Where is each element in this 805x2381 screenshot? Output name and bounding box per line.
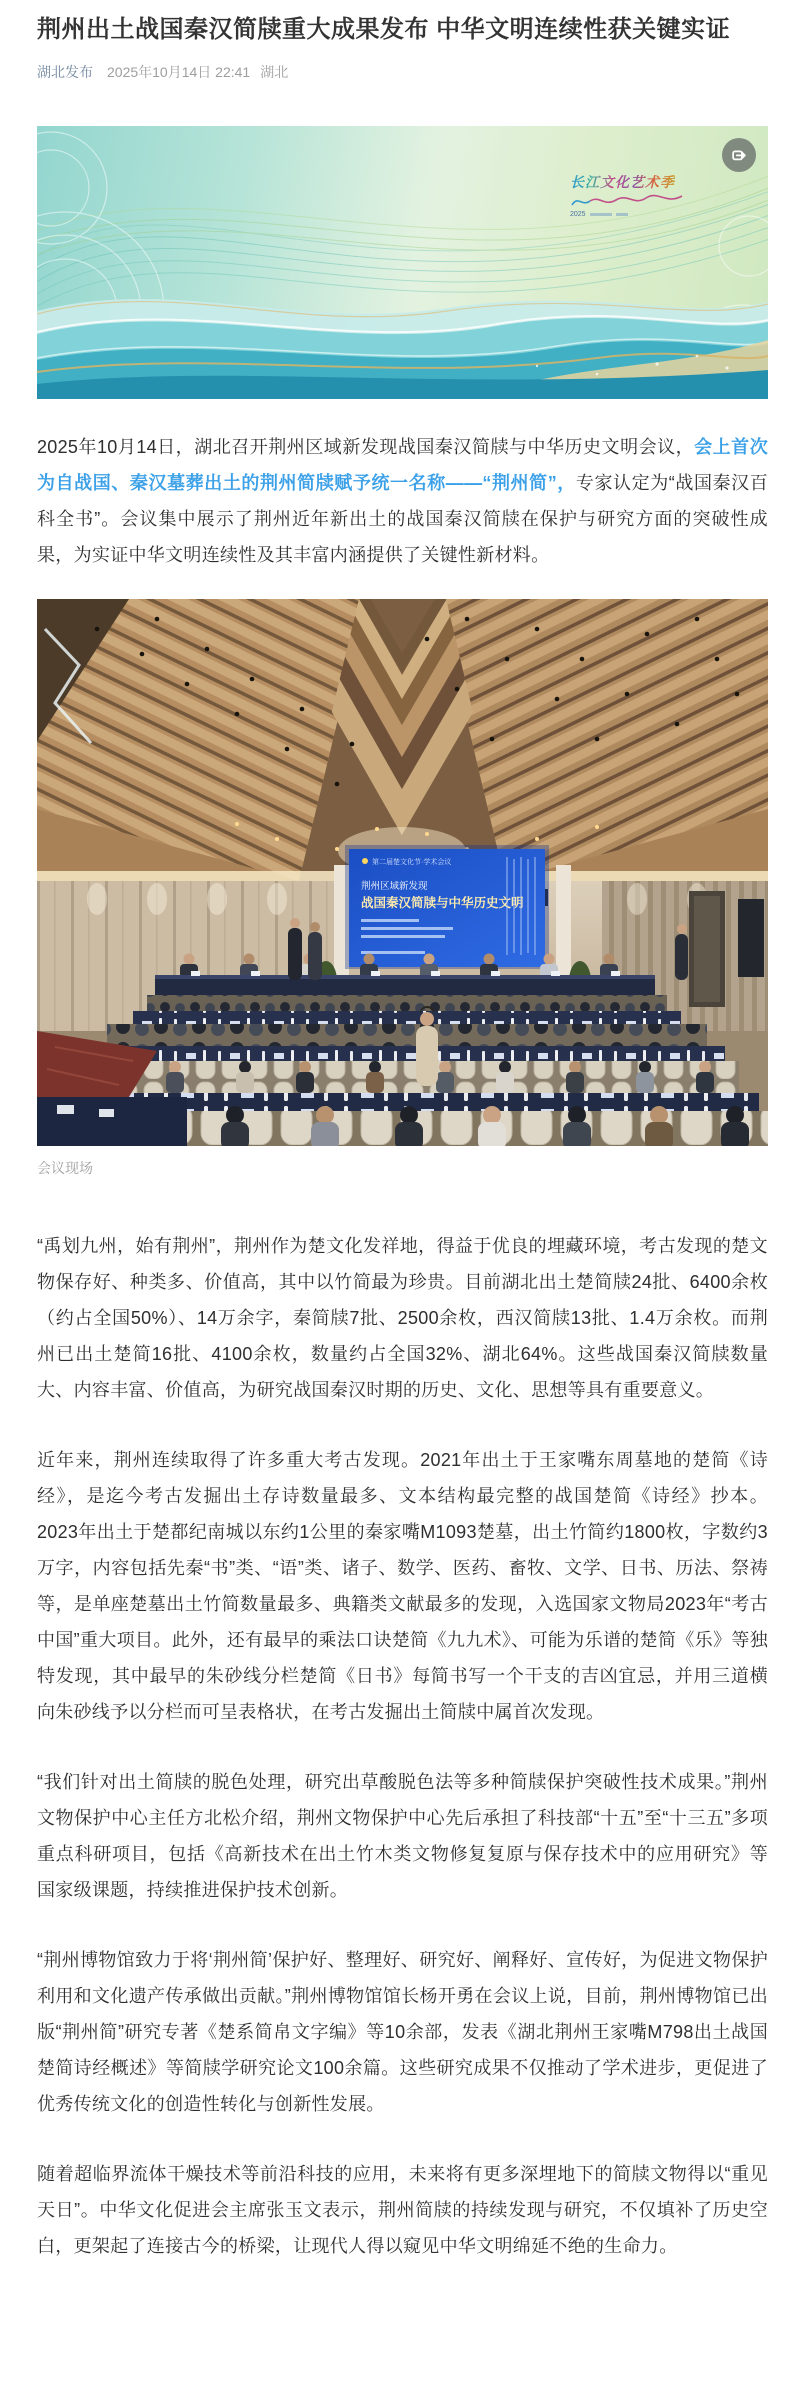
- article-paragraph: 随着超临界流体干燥技术等前沿科技的应用，未来将有更多深埋地下的简牍文物得以“重见天日”。中华文化促进会主席张玉文表示，荆州简牍的持续发现与研究，不仅填补了历史空白，更架起了连接古今的桥梁，让现代人得以窥见中华文明绵延不绝的生命力。: [37, 2164, 768, 2256]
- publish-location: 湖北: [260, 64, 289, 80]
- view-original-image-button[interactable]: [722, 138, 756, 172]
- conference-photo[interactable]: [37, 599, 768, 1146]
- source-link[interactable]: 湖北发布: [37, 64, 93, 80]
- article-paragraph-lead: [37, 429, 768, 573]
- conference-scene-art: [37, 599, 768, 1146]
- wooden-ceiling: [37, 599, 768, 883]
- lead-text-post: 专家认定为“战国秦汉百科全书”。会议集中展示了荆州近年新出土的战国秦汉简牍在保护与研究方面的突破性成果，为实证中华文明连续性及其丰富内涵提供了关键性新材料。: [37, 473, 769, 565]
- article-meta: [37, 62, 768, 82]
- banner-image[interactable]: [37, 126, 768, 399]
- article-paragraph: “禹划九州，始有荆州”，荆州作为楚文化发祥地，得益于优良的埋藏环境，考古发现的楚文物保存好、种类多、价值高，其中以竹简最为珍贵。目前湖北出土楚简牍24批、6400余枚（约占全国50%）、14万余字，秦简牍7批、2500余枚，西汉简牍13批、1.4万余枚。而荆州已出土楚简16批、4100余枚，数量约占全国32%、湖北64%。这些战国秦汉简牍数量大、内容丰富、价值高，为研究战国秦汉时期的历史、文化、思想等具有重要意义。: [37, 1236, 768, 1400]
- page-title: 荆州出土战国秦汉简牍重大成果发布 中华文明连续性获关键实证: [37, 16, 731, 43]
- screen-subtitle-text: 荆州区域新发现: [361, 881, 428, 892]
- photo-caption: 会议现场: [37, 1160, 93, 1176]
- screen-header-text: 第二届楚文化节·学术会议: [372, 859, 452, 866]
- article-paragraph: 近年来，荆州连续取得了许多重大考古发现。2021年出土于王家嘴东周墓地的楚简《诗经》，是迄今考古发掘出土存诗数量最多、文本结构最完整的战国楚简《诗经》抄本。 2023年出土于楚都纪南城以东约1公里的秦家嘴M1093楚墓，出土竹简约1800枚，字数约3万字，内容包括先秦“书”类、“语”类、诸子、数学、医药、畜牧、文学、日书、历法、祭祷等，是单座楚墓出土竹简数量最多、典籍类文献最多的发现，入选国家文物局2023年“考古中国”重大项目。此外，还有最早的乘法口诀楚简《九九术》、可能为乐谱的楚简《乐》等独特发现，其中最早的朱砂线分栏楚简《日书》每简书写一个干支的吉凶宜忌，并用三道横向朱砂线予以分栏而可呈表格状，在考古发掘出土简牍中属首次发现。: [37, 1450, 768, 1722]
- publish-time: 2025年10月14日 22:41: [107, 64, 251, 80]
- lead-text-highlight: 会上首次为自战国、秦汉墓葬出土的荆州简牍赋予统一名称——“荆州简”，: [37, 437, 768, 493]
- article-paragraph: “我们针对出土简牍的脱色处理，研究出草酸脱色法等多种简牍保护突破性技术成果。”荆州文物保护中心主任方北松介绍，荆州文物保护中心先后承担了科技部“十五”至“十三五”多项重点科研项目，包括《高新技术在出土竹木类文物修复复原与保存技术中的应用研究》等国家级课题，持续推进保护技术创新。: [37, 1772, 768, 1900]
- banner-logo-year: 2025: [570, 211, 586, 218]
- banner-waves-art: [37, 126, 768, 399]
- open-original-icon: [728, 144, 750, 166]
- article-paragraph: “荆州博物馆致力于将‘荆州简’保护好、整理好、研究好、阐释好、宣传好，为促进文物保护利用和文化遗产传承做出贡献。”荆州博物馆馆长杨开勇在会议上说，目前，荆州博物馆已出版“荆州简”研究专著《楚系简帛文字编》等10余部，发表《湖北荆州王家嘴M798出土战国楚简诗经概述》等简牍学研究论文100余篇。这些研究成果不仅推动了学术进步，更促进了优秀传统文化的创造性转化与创新性发展。: [37, 1950, 768, 2114]
- banner-logo-title: 长江文化艺术季: [570, 174, 675, 190]
- screen-title-text: 战国秦汉简牍与中华历史文明: [361, 896, 524, 910]
- lead-text-pre: 2025年10月14日，湖北召开荆州区域新发现战国秦汉简牍与中华历史文明会议，: [37, 437, 695, 457]
- conference-photo-figure: [37, 599, 768, 1178]
- presentation-screen: [345, 845, 549, 969]
